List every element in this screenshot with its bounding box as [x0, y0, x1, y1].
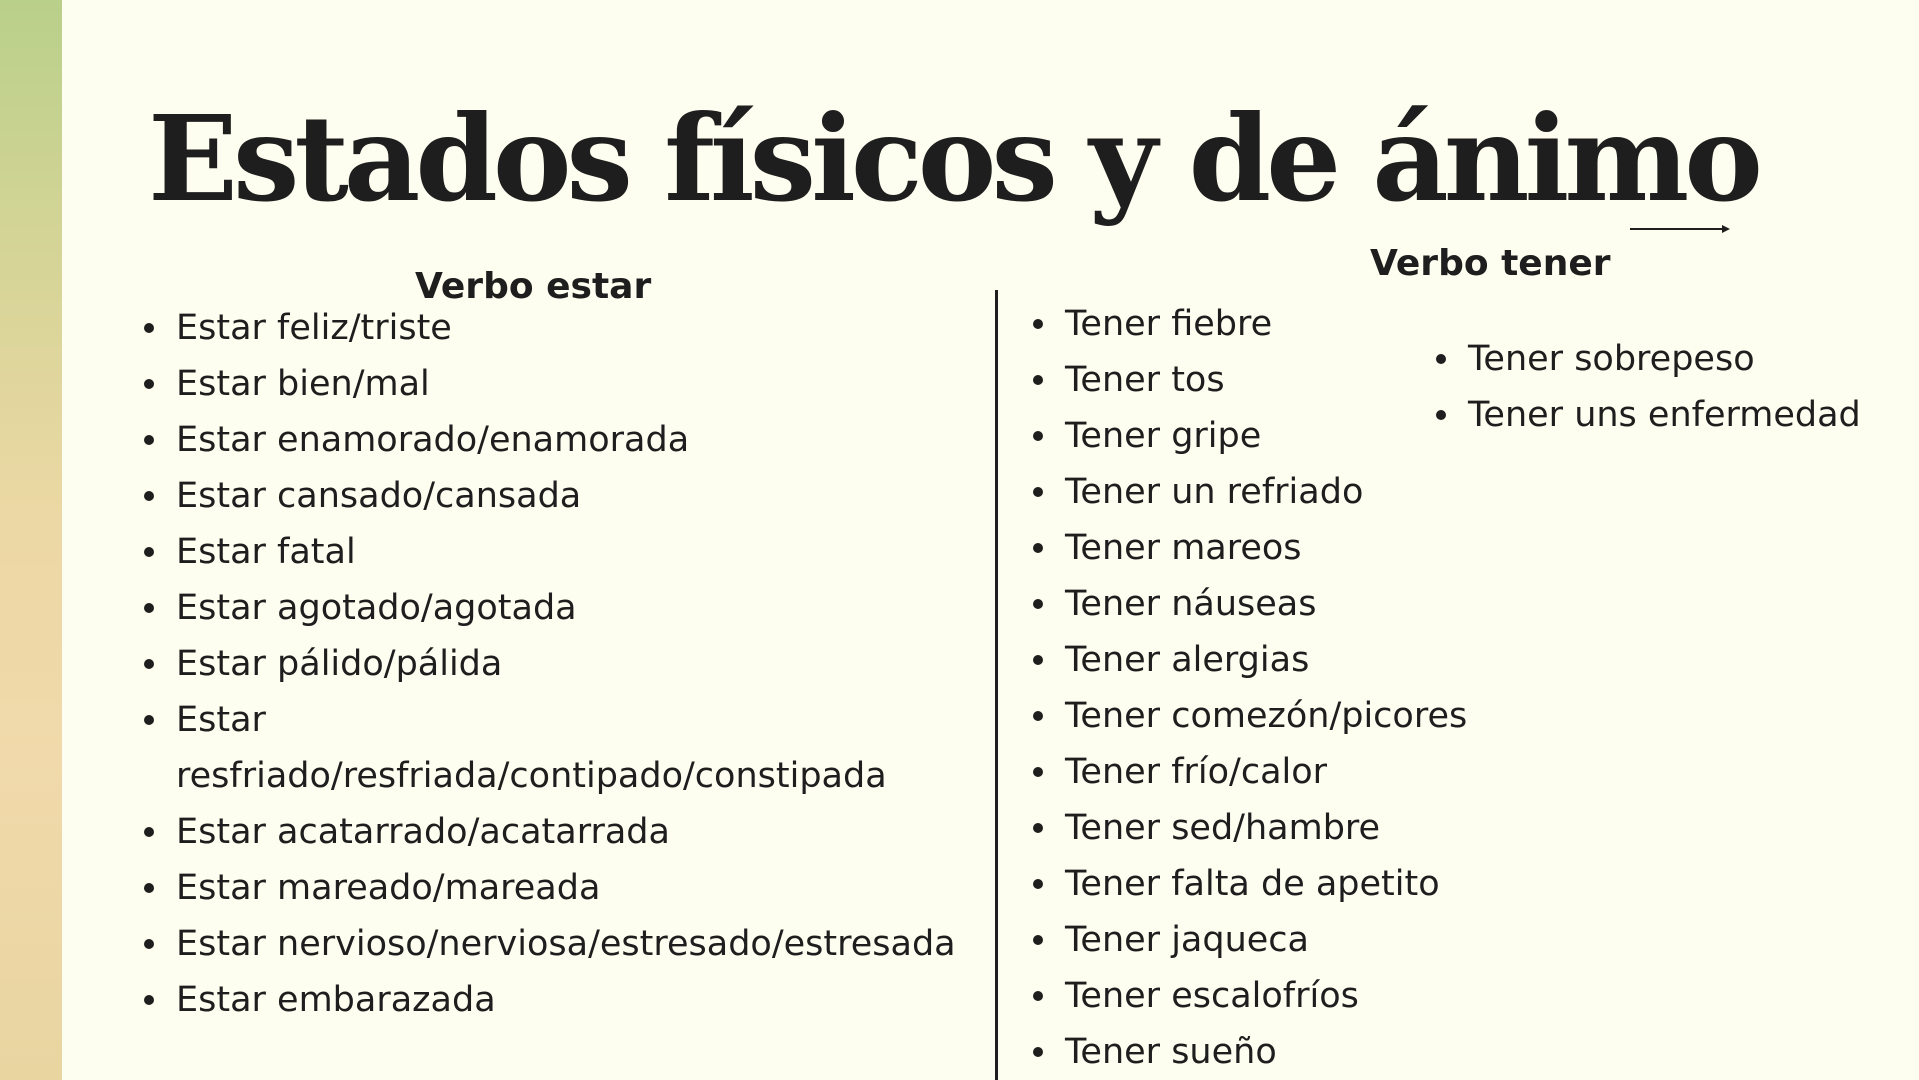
estar-list: [141, 300, 971, 1028]
estar-list-item: Estar agotado/agotada: [141, 580, 971, 636]
estar-list-item: Estar acatarrado/acatarrada: [141, 804, 971, 860]
estar-list-item: Estar embarazada: [141, 972, 971, 1028]
tener-extra-list-item: Tener sobrepeso: [1433, 331, 1861, 387]
estar-list-item: Estar feliz/triste: [141, 300, 971, 356]
tener-list-item: Tener jaqueca: [1030, 912, 1467, 968]
estar-list-item: Estar cansado/cansada: [141, 468, 971, 524]
tener-list-item: Tener mareos: [1030, 520, 1467, 576]
estar-list-item: Estar nervioso/nerviosa/estresado/estresada: [141, 916, 971, 972]
estar-list-item: Estar bien/mal: [141, 356, 971, 412]
tener-list-item: Tener sed/hambre: [1030, 800, 1467, 856]
estar-list-item: Estar pálido/pálida: [141, 636, 971, 692]
tener-list-item: Tener un refriado: [1030, 464, 1467, 520]
tener-list-item: Tener comezón/picores: [1030, 688, 1467, 744]
tener-list-item: Tener tos: [1030, 352, 1467, 408]
decorative-side-strip: [0, 0, 62, 1080]
tener-list-item: Tener frío/calor: [1030, 744, 1467, 800]
tener-extra-list: [1433, 331, 1861, 443]
tener-list-item: Tener sueño: [1030, 1024, 1467, 1080]
estar-list-item: Estar enamorado/enamorada: [141, 412, 971, 468]
tener-list: [1030, 296, 1467, 1080]
tener-list-item: Tener escalofríos: [1030, 968, 1467, 1024]
heading-verbo-tener: Verbo tener: [1370, 243, 1611, 284]
tener-list-item: Tener náuseas: [1030, 576, 1467, 632]
heading-verbo-estar: Verbo estar: [415, 266, 652, 307]
column-divider: [995, 290, 998, 1080]
tener-list-item: Tener fiebre: [1030, 296, 1467, 352]
tener-extra-list-item: Tener uns enfermedad: [1433, 387, 1861, 443]
estar-list-item: Estar mareado/mareada: [141, 860, 971, 916]
tener-list-item: Tener gripe: [1030, 408, 1467, 464]
tener-list-item: Tener falta de apetito: [1030, 856, 1467, 912]
estar-list-item: Estar resfriado/resfriada/contipado/constipada: [141, 692, 971, 804]
estar-list-item: Estar fatal: [141, 524, 971, 580]
page-title: Estados físicos y de ánimo: [148, 89, 1758, 228]
arrow-right-icon: [1630, 222, 1730, 236]
tener-list-item: Tener alergias: [1030, 632, 1467, 688]
